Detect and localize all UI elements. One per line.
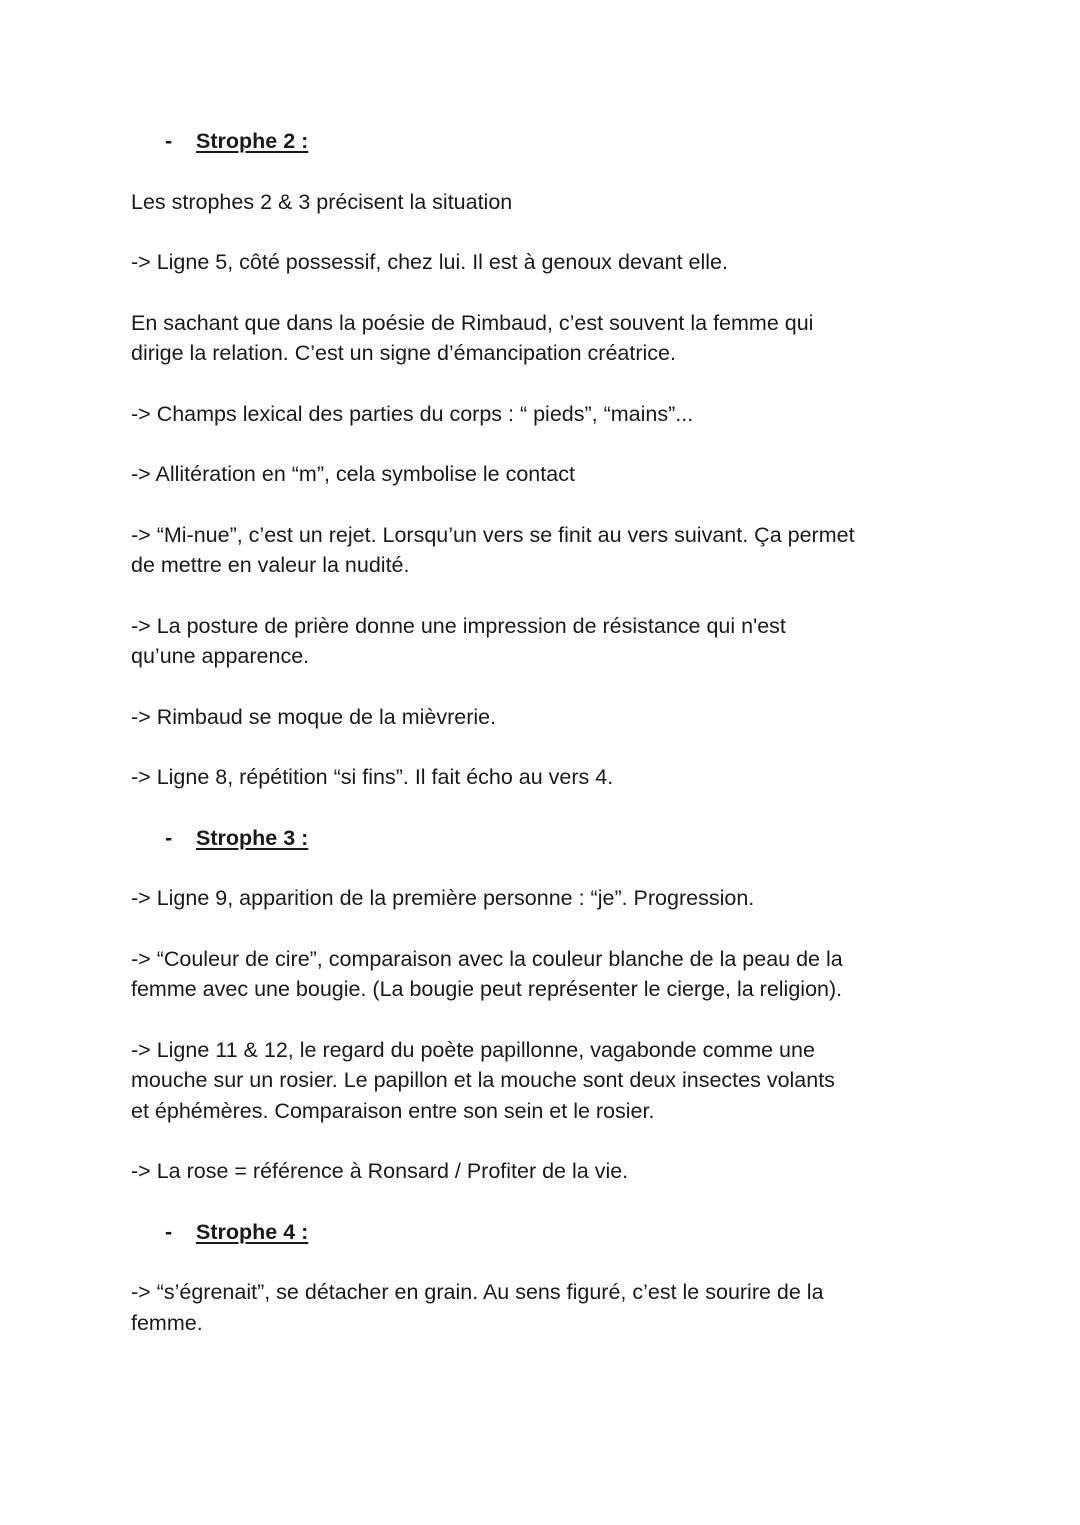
- paragraph: [131, 459, 961, 490]
- text-line: -> “Mi-nue”, c’est un rejet. Lorsqu’un vers se finit au vers suivant. Ça permet: [131, 522, 855, 547]
- paragraph: [131, 520, 961, 581]
- paragraph: [131, 187, 961, 218]
- bullet-dash: -: [165, 129, 173, 153]
- paragraph: [131, 944, 961, 1005]
- text-line: femme avec une bougie. (La bougie peut représenter le cierge, la religion).: [131, 977, 843, 1001]
- document-content: [131, 126, 961, 1368]
- text-line: -> Ligne 8, répétition “si fins”. Il fait écho au vers 4.: [131, 765, 614, 789]
- paragraph: [131, 399, 961, 430]
- paragraph: [131, 1035, 961, 1127]
- text-line: et éphémères. Comparaison entre son sein et le rosier.: [131, 1098, 655, 1123]
- paragraph: [131, 762, 961, 793]
- heading-label: Strophe 4 :: [196, 1219, 309, 1244]
- text-line: -> “Couleur de cire”, comparaison avec la couleur blanche de la peau de la: [131, 946, 843, 971]
- paragraph: [131, 1156, 961, 1187]
- text-line: En sachant que dans la poésie de Rimbaud, c’est souvent la femme qui: [131, 310, 814, 335]
- text-line: -> Allitération en “m”, cela symbolise le contact: [131, 462, 575, 486]
- heading-label: Strophe 2 :: [196, 129, 309, 153]
- text-line: Les strophes 2 & 3 précisent la situation: [131, 189, 513, 214]
- paragraph: [131, 308, 961, 369]
- text-line: -> Ligne 9, apparition de la première personne : “je”. Progression.: [131, 886, 755, 910]
- bullet-dash: -: [165, 825, 173, 850]
- paragraph: [131, 883, 961, 914]
- text-line: femme.: [131, 1310, 203, 1335]
- text-line: -> Ligne 11 & 12, le regard du poète papillonne, vagabonde comme une: [131, 1037, 815, 1062]
- text-line: -> Ligne 5, côté possessif, chez lui. Il est à genoux devant elle.: [131, 250, 728, 274]
- bullet-dash: -: [165, 1219, 173, 1244]
- paragraph: [131, 702, 961, 733]
- text-line: mouche sur un rosier. Le papillon et la mouche sont deux insectes volants: [131, 1068, 835, 1092]
- paragraph: [131, 611, 961, 672]
- paragraph: [131, 1277, 961, 1338]
- text-line: -> Rimbaud se moque de la mièvrerie.: [131, 704, 497, 729]
- text-line: qu’une apparence.: [131, 644, 310, 668]
- heading-label: Strophe 3 :: [196, 825, 309, 850]
- section-heading-strophe-3: [131, 823, 961, 854]
- text-line: -> La rose = référence à Ronsard / Profiter de la vie.: [131, 1159, 629, 1183]
- text-line: -> La posture de prière donne une impression de résistance qui n'est: [131, 613, 786, 638]
- text-line: -> “s’égrenait”, se détacher en grain. Au sens figuré, c’est le sourire de la: [131, 1280, 824, 1304]
- text-line: dirige la relation. C’est un signe d’émancipation créatrice.: [131, 341, 676, 365]
- section-heading-strophe-2: [131, 126, 961, 157]
- paragraph: [131, 247, 961, 278]
- section-heading-strophe-4: [131, 1217, 961, 1248]
- text-line: de mettre en valeur la nudité.: [131, 553, 410, 577]
- text-line: -> Champs lexical des parties du corps : “ pieds”, “mains”...: [131, 401, 694, 426]
